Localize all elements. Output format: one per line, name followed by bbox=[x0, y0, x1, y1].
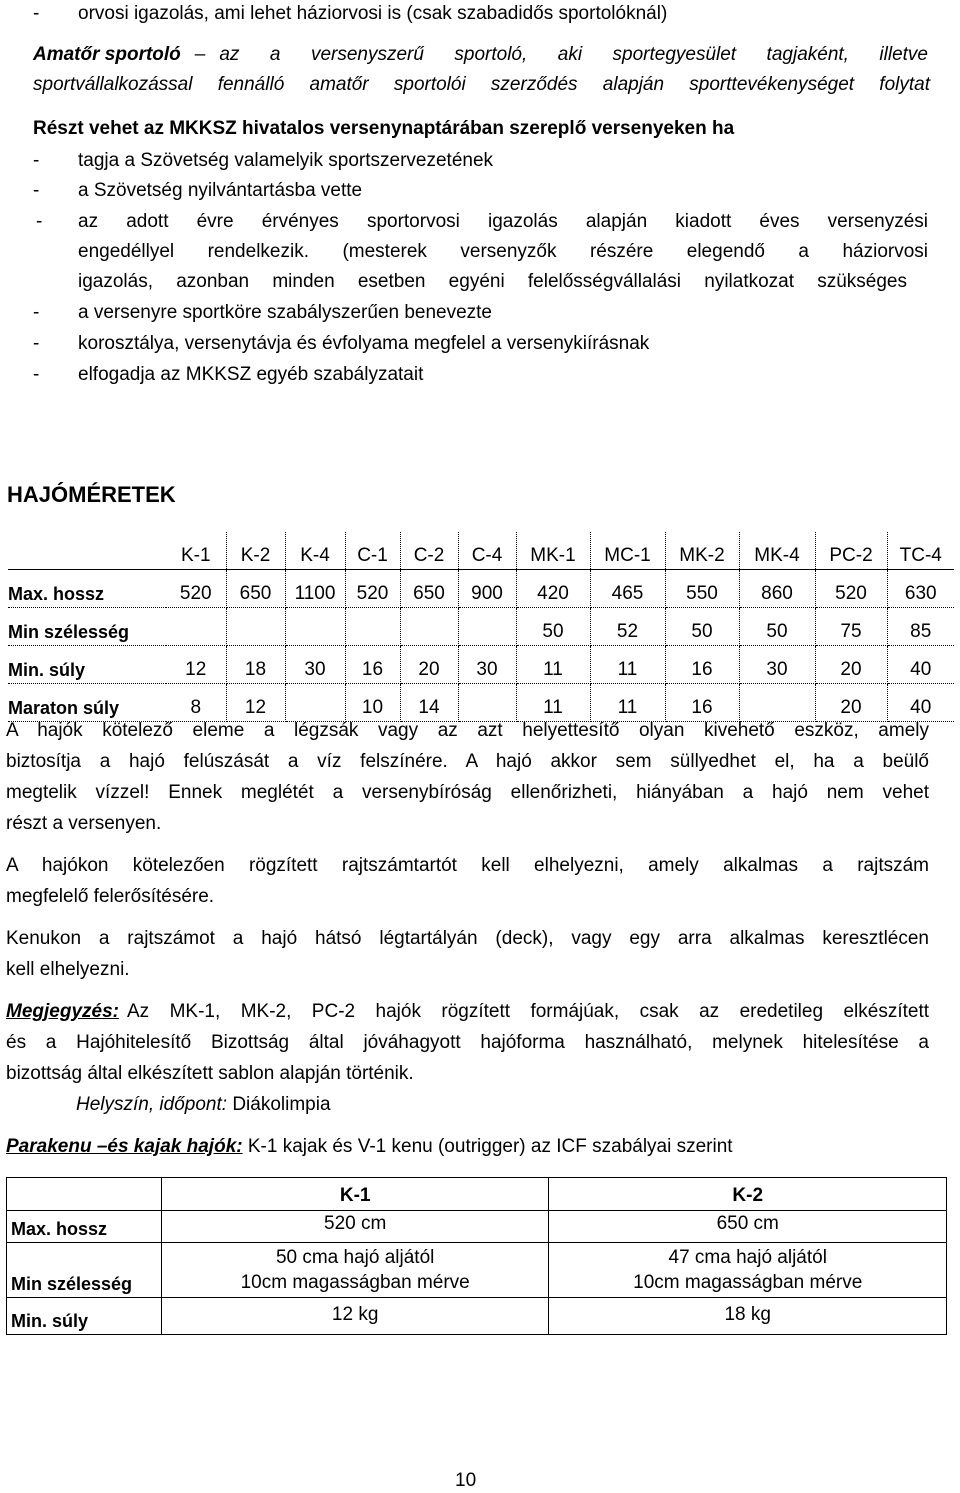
table-cell bbox=[458, 608, 516, 646]
table-cell bbox=[226, 608, 285, 646]
table-cell: 20 bbox=[815, 646, 887, 684]
condition-item-5: korosztálya, versenytávja és évfolyama megfelel a versenykiírásnak bbox=[78, 333, 650, 354]
boat-table-header: K-2 bbox=[226, 532, 285, 570]
condition-item-3-line3: igazolás, azonban minden esetben egyéni felelősségvállalási nyilatkozat szükséges bbox=[78, 271, 907, 292]
table-cell: 50 bbox=[665, 608, 739, 646]
table-cell bbox=[458, 684, 516, 722]
boat-table-header: MC-1 bbox=[590, 532, 665, 570]
venue-line bbox=[76, 1094, 331, 1116]
table-cell: 20 bbox=[400, 646, 458, 684]
table-cell: 11 bbox=[590, 646, 665, 684]
table-row bbox=[7, 1243, 947, 1298]
table-row bbox=[8, 570, 954, 608]
table-cell: 1100 bbox=[285, 570, 345, 608]
para1-line3: megtelik vízzel! Ennek meglétét a versenybíróság ellenőrizheti, hiányában a hajó nem vehet bbox=[6, 782, 929, 803]
boat-size-table bbox=[8, 532, 954, 722]
table-cell: 30 bbox=[458, 646, 516, 684]
venue-label: Helyszín, időpont: bbox=[76, 1094, 228, 1115]
page-number: 10 bbox=[455, 1470, 477, 1491]
table-cell bbox=[345, 608, 400, 646]
amator-line1-rest: az a versenyszerű sportoló, aki sportegyesület tagjaként, illetve bbox=[219, 44, 928, 65]
table-cell: 18 kg bbox=[549, 1298, 947, 1335]
para3-line2: kell elhelyezni. bbox=[6, 959, 130, 980]
table-cell: 465 bbox=[590, 570, 665, 608]
table-cell bbox=[400, 608, 458, 646]
boat-table-header: K-1 bbox=[166, 532, 226, 570]
table-cell: 550 bbox=[665, 570, 739, 608]
row-label: Min. súly bbox=[7, 1298, 162, 1335]
section-title: HAJÓMÉRETEK bbox=[7, 482, 176, 507]
para2-line1: A hajókon kötelezően rögzített rajtszámtartót kell elhelyezni, amely alkalmas a rajtszám bbox=[6, 855, 929, 876]
parakenu-rest: K-1 kajak és V-1 kenu (outrigger) az ICF szabályai szerint bbox=[247, 1136, 733, 1157]
condition-item-3-line2: engedéllyel rendelkezik. (mesterek versenyzők részére elegendő a háziorvosi bbox=[78, 241, 928, 262]
parakenu-table-header: K-1 bbox=[161, 1178, 549, 1211]
table-cell: 16 bbox=[665, 684, 739, 722]
table-cell: 30 bbox=[739, 646, 815, 684]
condition-item-2: a Szövetség nyilvántartásba vette bbox=[78, 180, 363, 201]
table-cell: 8 bbox=[166, 684, 226, 722]
boat-table-header: MK-1 bbox=[516, 532, 590, 570]
table-cell: 520 bbox=[345, 570, 400, 608]
table-cell: 40 bbox=[887, 646, 954, 684]
table-cell bbox=[285, 608, 345, 646]
table-cell: 52 bbox=[590, 608, 665, 646]
list-dash: - bbox=[33, 364, 40, 385]
list-dash: - bbox=[33, 333, 40, 354]
note-line1 bbox=[6, 1001, 929, 1023]
row-label: Min szélesség bbox=[7, 1243, 162, 1298]
note-line2: és a Hajóhitelesítő Bizottság által jóváhagyott hajóforma használható, melynek hitelesítése a bbox=[6, 1032, 929, 1053]
table-cell: 420 bbox=[516, 570, 590, 608]
table-row bbox=[8, 646, 954, 684]
table-cell: 520 cm bbox=[161, 1211, 549, 1243]
table-cell: 11 bbox=[516, 684, 590, 722]
table-cell: 900 bbox=[458, 570, 516, 608]
table-cell bbox=[166, 608, 226, 646]
table-cell: 50 bbox=[739, 608, 815, 646]
boat-table-header: C-2 bbox=[400, 532, 458, 570]
table-cell: 650 cm bbox=[549, 1211, 947, 1243]
parakenu-table-header: K-2 bbox=[549, 1178, 947, 1211]
para2-line2: megfelelő felerősítésére. bbox=[6, 886, 215, 907]
boat-table-header: TC-4 bbox=[887, 532, 954, 570]
table-cell: 50 bbox=[516, 608, 590, 646]
venue-value: Diákolimpia bbox=[232, 1094, 331, 1115]
para1-line2: biztosítja a hajó felúszását a víz felszínére. A hajó akkor sem süllyedhet el, ha a beülő bbox=[6, 751, 929, 772]
list-dash: - bbox=[33, 180, 40, 201]
table-cell: 16 bbox=[345, 646, 400, 684]
table-cell bbox=[549, 1243, 947, 1298]
table-cell: 520 bbox=[815, 570, 887, 608]
amator-line1 bbox=[33, 44, 928, 66]
table-row bbox=[7, 1298, 947, 1335]
parakenu-line bbox=[6, 1136, 733, 1158]
row-label: Max. hossz bbox=[7, 1211, 162, 1243]
list-dash: - bbox=[33, 3, 40, 24]
para1-line4: részt a versenyen. bbox=[6, 813, 162, 834]
list-dash: - bbox=[36, 211, 43, 232]
table-row bbox=[8, 608, 954, 646]
boat-table-corner bbox=[8, 532, 166, 570]
row-label: Min szélesség bbox=[8, 608, 166, 646]
para1-line1: A hajók kötelező eleme a légzsák vagy az azt helyettesítő olyan kivehető eszköz, amely bbox=[6, 720, 929, 741]
row-label: Min. súly bbox=[8, 646, 166, 684]
table-cell: 30 bbox=[285, 646, 345, 684]
intro-line: orvosi igazolás, ami lehet háziorvosi is (csak szabadidős sportolóknál) bbox=[78, 3, 668, 24]
em-dash: – bbox=[194, 44, 206, 65]
table-cell bbox=[285, 684, 345, 722]
table-row bbox=[8, 684, 954, 722]
note-label: Megjegyzés: bbox=[6, 1001, 119, 1022]
boat-table-header: C-4 bbox=[458, 532, 516, 570]
row-label: Max. hossz bbox=[8, 570, 166, 608]
table-cell: 75 bbox=[815, 608, 887, 646]
cell-line: 47 cma hajó aljától bbox=[668, 1247, 827, 1268]
parakenu-label: Parakenu –és kajak hajók: bbox=[6, 1136, 243, 1157]
boat-table-header: PC-2 bbox=[815, 532, 887, 570]
table-cell: 630 bbox=[887, 570, 954, 608]
table-cell: 12 kg bbox=[161, 1298, 549, 1335]
condition-item-1: tagja a Szövetség valamelyik sportszervezetének bbox=[78, 150, 494, 171]
parakenu-table bbox=[6, 1177, 947, 1335]
condition-item-6: elfogadja az MKKSZ egyéb szabályzatait bbox=[78, 364, 424, 385]
table-cell: 11 bbox=[590, 684, 665, 722]
table-cell: 11 bbox=[516, 646, 590, 684]
table-cell: 860 bbox=[739, 570, 815, 608]
cell-line: 10cm magasságban mérve bbox=[633, 1272, 863, 1293]
table-cell: 14 bbox=[400, 684, 458, 722]
parakenu-table-corner bbox=[7, 1178, 162, 1211]
table-cell: 12 bbox=[226, 684, 285, 722]
table-cell: 520 bbox=[166, 570, 226, 608]
conditions-heading: Részt vehet az MKKSZ hivatalos versenynaptárában szereplő versenyeken ha bbox=[33, 118, 735, 139]
table-cell: 20 bbox=[815, 684, 887, 722]
table-cell: 85 bbox=[887, 608, 954, 646]
table-cell: 18 bbox=[226, 646, 285, 684]
table-cell bbox=[161, 1243, 549, 1298]
table-cell: 12 bbox=[166, 646, 226, 684]
list-dash: - bbox=[33, 150, 40, 171]
row-label: Maraton súly bbox=[8, 684, 166, 722]
table-cell: 650 bbox=[400, 570, 458, 608]
boat-table-header: C-1 bbox=[345, 532, 400, 570]
note-line3: bizottság által elkészített sablon alapján történik. bbox=[6, 1063, 414, 1084]
cell-line: 10cm magasságban mérve bbox=[240, 1272, 470, 1293]
boat-table-header: K-4 bbox=[285, 532, 345, 570]
table-cell: 650 bbox=[226, 570, 285, 608]
table-cell: 40 bbox=[887, 684, 954, 722]
list-dash: - bbox=[33, 302, 40, 323]
condition-item-3-line1: az adott évre érvényes sportorvosi igazolás alapján kiadott éves versenyzési bbox=[78, 211, 928, 232]
para3-line1: Kenukon a rajtszámot a hajó hátsó légtartályán (deck), vagy egy arra alkalmas keresztlécen bbox=[6, 928, 929, 949]
amator-term: Amatőr sportoló bbox=[33, 44, 181, 65]
table-cell: 10 bbox=[345, 684, 400, 722]
boat-table-header-row bbox=[8, 532, 954, 570]
amator-line2: sportvállalkozással fennálló amatőr sportolói szerződés alapján sporttevékenységet folytat bbox=[33, 74, 930, 95]
boat-table-header: MK-4 bbox=[739, 532, 815, 570]
condition-item-4: a versenyre sportköre szabályszerűen benevezte bbox=[78, 302, 493, 323]
table-cell bbox=[739, 684, 815, 722]
parakenu-table-header-row bbox=[7, 1178, 947, 1211]
table-row bbox=[7, 1211, 947, 1243]
boat-table-header: MK-2 bbox=[665, 532, 739, 570]
cell-line: 50 cma hajó aljától bbox=[275, 1247, 435, 1268]
note-line1-rest: Az MK-1, MK-2, PC-2 hajók rögzített formájúak, csak az eredetileg elkészített bbox=[126, 1001, 929, 1022]
table-cell: 16 bbox=[665, 646, 739, 684]
